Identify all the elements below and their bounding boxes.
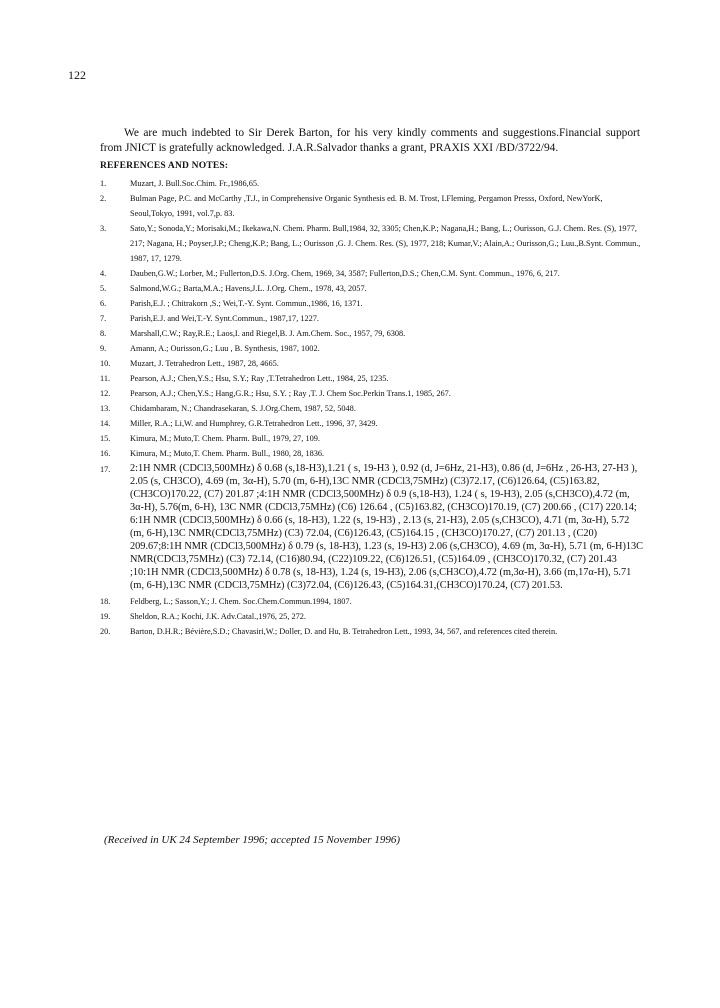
received-line: (Received in UK 24 September 1996; accepted 15 November 1996) — [104, 834, 400, 846]
acknowledgement-paragraph: We are much indebted to Sir Derek Barton, for his very kindly comments and suggestions.Financial support from JNICT is gratefully acknowledged. J.A.R.Salvador thanks a grant, PRAXIS XXI /BD/3722/94. — [100, 127, 640, 154]
reference-text: Feldberg, L.; Sasson,Y.; J. Chem. Soc.Chem.Commun.1994, 1807. — [130, 597, 352, 606]
reference-text: Chidambaram, N.; Chandrasekaran, S. J.Org.Chem, 1987, 52, 5048. — [130, 404, 356, 413]
reference-text: Pearson, A.J.; Chen,Y.S.; Hang,G.R.; Hsu, S.Y. ; Ray ,T. J. Chem Soc.Perkin Trans.1, 1985, 267. — [130, 389, 451, 398]
reference-item — [100, 356, 645, 371]
reference-number: 5. — [100, 284, 107, 293]
reference-number: 11. — [100, 374, 111, 383]
reference-item — [100, 609, 645, 624]
reference-item — [100, 281, 645, 296]
reference-number: 17. — [100, 465, 111, 474]
reference-item — [100, 326, 645, 341]
reference-text: Muzart, J. Tetrahedron Lett., 1987, 28, 4665. — [130, 359, 279, 368]
reference-text: Miller, R.A.; Li,W. and Humphrey, G.R.Tetrahedron Lett., 1996, 37, 3429. — [130, 419, 378, 428]
reference-item — [100, 296, 645, 311]
reference-number: 6. — [100, 299, 107, 308]
reference-item — [100, 191, 645, 221]
reference-number: 2. — [100, 194, 107, 203]
reference-text: Sato,Y.; Sonoda,Y.; Morisaki,M.; Ikekawa,N. Chem. Pharm. Bull,1984, 32, 3305; Chen,K.P.; Nagana,H.; Bang, L.; Ourisson, G.J. Chem. Res. (S), 1977, 217; Nagana, H.; Poyser,J.P.; Cheng,K.P.; Bang, L.; Ourisson ,G. J. Chem. Res. (S), 1977, 218; Kumar,V.; Alain,A.; Ourisson,G.; Luu.,B.Synt. Commun., 1987, 17, 1279. — [130, 224, 641, 263]
references-heading: REFERENCES AND NOTES: — [100, 161, 229, 171]
reference-text: Kimura, M.; Muto,T. Chem. Pharm. Bull., 1979, 27, 109. — [130, 434, 320, 443]
reference-text: Pearson, A.J.; Chen,Y.S.; Hsu, S.Y.; Ray ,T.Tetrahedron Lett., 1984, 25, 1235. — [130, 374, 389, 383]
reference-text: Parish,E.J. and Wei,T.-Y. Synt.Commun., 1987,17, 1227. — [130, 314, 320, 323]
reference-text: Marshall,C.W.; Ray,R.E.; Laos,I. and Riegel,B. J. Am.Chem. Soc., 1957, 79, 6308. — [130, 329, 406, 338]
reference-text: Barton, D.H.R.; Bévière,S.D.; Chavasiri,W.; Doller, D. and Hu, B. Tetrahedron Lett., 1993, 34, 567, and references cited therein. — [130, 627, 558, 636]
reference-number: 15. — [100, 434, 111, 443]
reference-text: 2:1H NMR (CDCl3,500MHz) δ 0.68 (s,18-H3),1.21 ( s, 19-H3 ), 0.92 (d, J=6Hz, 21-H3), 0.86 (d, J=6Hz , 26-H3, 27-H3 ), 2.05 (s, CH3CO), 4.69 (m, 3α-H), 5.70 (m, 6-H),13C NMR (CDCl3,75MHz) (C3)72.17, (C6)126.64, (C5)163.82, (CH3CO)170.22, (C7) 201.87 ;4:1H NMR (CDCl3,500MHz) δ 0.9 (s,18-H3), 1.24 ( s, 19-H3), 2.05 (s,CH3CO),4.72 (m, 3α-H), 5.76(m, 6-H), 13C NMR (CDCl3,75MHz) (C6) 126.64 , (C5)163.82, (CH3CO)170.19, (C7) 200.66 , (C17) 220.14; 6:1H NMR (CDCl3,500MHz) δ 0.66 (s, 18-H3), 1.22 (s, 19-H3) , 2.13 (s, 21-H3), 2.05 (s,CH3CO), 4.71 (m, 3α-H), 5.72 (m, 6-H),13C NMR(CDCl3,75MHz) (C3) 72.04, (C6)126.43, (C5)164.15 , (CH3CO)170.27, (C7) 201.13 , (C20) 209.67;8:1H NMR (CDCl3,500MHz) δ 0.79 (s, 18-H3), 1.23 (s, 19-H3) 2.06 (s,CH3CO), 4.69 (m, 3α-H), 5.71 (m, 6-H)13C NMR(CDCl3,75MHz) (C3) 72.14, (C16)80.94, (C22)109.22, (C6)126.51, (C5)164.09 , (CH3CO)170.32, (C7) 201.43 ;10:1H NMR (CDCl3,500MHz) δ 0.78 (s, 18-H3), 1.24 (s, 19-H3), 2.06 (s,CH3CO),4.72 (m,3α-H), 3.66 (m,17α-H), 5.71 (m, 6-H),13C NMR (CDCl3,75MHz) (C3)72.04, (C6)126.43, (C5)164.31,(CH3CO)170.24, (C7) 201.53. — [130, 463, 644, 591]
page-number: 122 — [68, 68, 86, 82]
reference-text: Bulman Page, P.C. and McCarthy ,T.J., in Comprehensive Organic Synthesis ed. B. M. Trost, I.Fleming, Pergamon Presss, Oxford, NewYorK, Seoul,Tokyo, 1991, vol.7,p. 83. — [130, 194, 603, 218]
reference-item — [100, 624, 645, 639]
reference-number: 18. — [100, 597, 111, 606]
reference-text: Sheldon, R.A.; Kochi, J.K. Adv.Catal.,1976, 25, 272. — [130, 612, 306, 621]
reference-item — [100, 386, 645, 401]
reference-number: 19. — [100, 612, 111, 621]
reference-number: 4. — [100, 269, 107, 278]
reference-text: Parish,E.J. ; Chitrakorn ,S.; Wei,T.-Y. Synt. Commun.,1986, 16, 1371. — [130, 299, 363, 308]
reference-number: 3. — [100, 224, 107, 233]
reference-number: 7. — [100, 314, 107, 323]
reference-text: Amann, A.; Ourisson,G.; Luu , B. Synthesis, 1987, 1002. — [130, 344, 320, 353]
reference-item — [100, 176, 645, 191]
reference-item — [100, 461, 645, 594]
reference-item — [100, 431, 645, 446]
reference-item — [100, 416, 645, 431]
reference-item — [100, 446, 645, 461]
reference-number: 1. — [100, 179, 107, 188]
reference-item — [100, 266, 645, 281]
reference-item — [100, 221, 645, 266]
reference-number: 12. — [100, 389, 111, 398]
references-list — [100, 176, 645, 639]
reference-item — [100, 594, 645, 609]
reference-text: Dauben,G.W.; Lorber, M.; Fullerton,D.S. J.Org. Chem, 1969, 34, 3587; Fullerton,D.S.; Chen,C.M. Synt. Commun., 1976, 6, 217. — [130, 269, 560, 278]
reference-number: 9. — [100, 344, 107, 353]
reference-text: Muzart, J. Bull.Soc.Chim. Fr.,1986,65. — [130, 179, 260, 188]
reference-number: 10. — [100, 359, 111, 368]
reference-number: 16. — [100, 449, 111, 458]
reference-item — [100, 401, 645, 416]
reference-item — [100, 311, 645, 326]
reference-item — [100, 371, 645, 386]
reference-text: Kimura, M.; Muto,T. Chem. Pharm. Bull., 1980, 28, 1836. — [130, 449, 325, 458]
reference-item — [100, 341, 645, 356]
reference-text: Salmond,W.G.; Barta,M.A.; Havens,J.L. J.Org. Chem., 1978, 43, 2057. — [130, 284, 367, 293]
reference-number: 13. — [100, 404, 111, 413]
reference-number: 20. — [100, 627, 111, 636]
reference-number: 8. — [100, 329, 107, 338]
reference-number: 14. — [100, 419, 111, 428]
